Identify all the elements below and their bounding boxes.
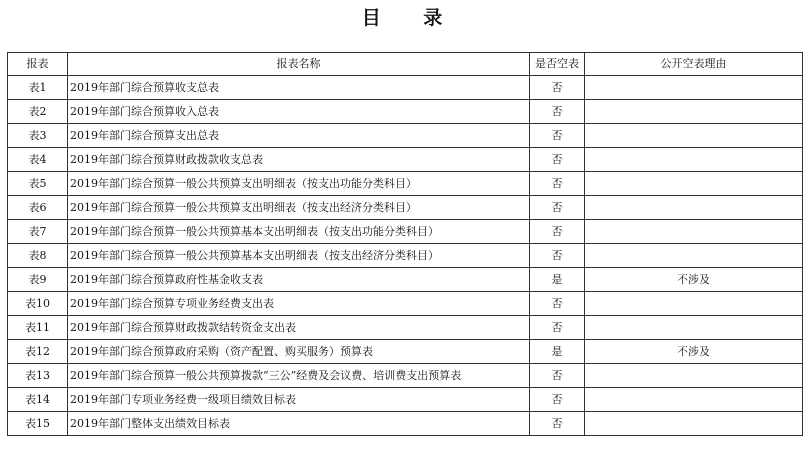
cell-report-name: 2019年部门综合预算财政拨款收支总表 xyxy=(68,148,530,172)
page-title: 目 录 xyxy=(361,7,461,29)
cell-report-no: 表3 xyxy=(8,124,68,148)
cell-report-no: 表12 xyxy=(8,340,68,364)
cell-is-empty: 否 xyxy=(530,196,585,220)
cell-report-name: 2019年部门整体支出绩效目标表 xyxy=(68,412,530,436)
cell-report-name: 2019年部门综合预算一般公共预算基本支出明细表（按支出功能分类科目） xyxy=(68,220,530,244)
cell-report-name: 2019年部门综合预算一般公共预算支出明细表（按支出功能分类科目） xyxy=(68,172,530,196)
table-row xyxy=(8,220,803,244)
cell-is-empty: 否 xyxy=(530,244,585,268)
cell-report-name: 2019年部门综合预算政府采购（资产配置、购买服务）预算表 xyxy=(68,340,530,364)
cell-report-name: 2019年部门综合预算专项业务经费支出表 xyxy=(68,292,530,316)
cell-empty-reason xyxy=(585,412,803,436)
cell-is-empty: 否 xyxy=(530,388,585,412)
table-row xyxy=(8,412,803,436)
cell-is-empty: 否 xyxy=(530,148,585,172)
table-row xyxy=(8,124,803,148)
header-report-no: 报表 xyxy=(8,53,68,76)
cell-is-empty: 是 xyxy=(530,340,585,364)
cell-empty-reason xyxy=(585,316,803,340)
header-empty-reason: 公开空表理由 xyxy=(585,53,803,76)
cell-report-no: 表9 xyxy=(8,268,68,292)
cell-empty-reason xyxy=(585,76,803,100)
cell-report-no: 表4 xyxy=(8,148,68,172)
cell-empty-reason xyxy=(585,292,803,316)
cell-report-no: 表10 xyxy=(8,292,68,316)
cell-report-no: 表8 xyxy=(8,244,68,268)
cell-report-name: 2019年部门综合预算收入总表 xyxy=(68,100,530,124)
cell-report-no: 表1 xyxy=(8,76,68,100)
cell-is-empty: 否 xyxy=(530,124,585,148)
cell-report-no: 表5 xyxy=(8,172,68,196)
header-row xyxy=(8,53,803,76)
table-row xyxy=(8,76,803,100)
cell-report-no: 表14 xyxy=(8,388,68,412)
cell-empty-reason: 不涉及 xyxy=(585,268,803,292)
cell-empty-reason: 不涉及 xyxy=(585,340,803,364)
cell-is-empty: 否 xyxy=(530,76,585,100)
cell-report-name: 2019年部门专项业务经费一级项目绩效目标表 xyxy=(68,388,530,412)
cell-report-name: 2019年部门综合预算政府性基金收支表 xyxy=(68,268,530,292)
table-body xyxy=(8,76,803,436)
cell-report-name: 2019年部门综合预算一般公共预算基本支出明细表（按支出经济分类科目） xyxy=(68,244,530,268)
cell-report-no: 表2 xyxy=(8,100,68,124)
header-report-name: 报表名称 xyxy=(68,53,530,76)
table-row xyxy=(8,244,803,268)
cell-empty-reason xyxy=(585,364,803,388)
table-row xyxy=(8,172,803,196)
table-row xyxy=(8,340,803,364)
cell-is-empty: 是 xyxy=(530,268,585,292)
cell-report-name: 2019年部门综合预算支出总表 xyxy=(68,124,530,148)
cell-report-name: 2019年部门综合预算一般公共预算拨款“三公”经费及会议费、培训费支出预算表 xyxy=(68,364,530,388)
table-row xyxy=(8,100,803,124)
cell-is-empty: 否 xyxy=(530,220,585,244)
cell-report-no: 表13 xyxy=(8,364,68,388)
cell-empty-reason xyxy=(585,100,803,124)
cell-empty-reason xyxy=(585,148,803,172)
cell-is-empty: 否 xyxy=(530,292,585,316)
cell-report-no: 表6 xyxy=(8,196,68,220)
cell-report-no: 表15 xyxy=(8,412,68,436)
table-row xyxy=(8,388,803,412)
cell-report-no: 表7 xyxy=(8,220,68,244)
cell-empty-reason xyxy=(585,172,803,196)
table-header xyxy=(8,53,803,76)
table-row xyxy=(8,268,803,292)
cell-empty-reason xyxy=(585,244,803,268)
cell-report-name: 2019年部门综合预算财政拨款结转资金支出表 xyxy=(68,316,530,340)
table-row xyxy=(8,364,803,388)
cell-empty-reason xyxy=(585,388,803,412)
table-row xyxy=(8,292,803,316)
table-row xyxy=(8,196,803,220)
cell-report-no: 表11 xyxy=(8,316,68,340)
cell-is-empty: 否 xyxy=(530,100,585,124)
cell-empty-reason xyxy=(585,124,803,148)
cell-report-name: 2019年部门综合预算一般公共预算支出明细表（按支出经济分类科目） xyxy=(68,196,530,220)
cell-is-empty: 否 xyxy=(530,316,585,340)
table-row xyxy=(8,316,803,340)
cell-empty-reason xyxy=(585,196,803,220)
header-is-empty: 是否空表 xyxy=(530,53,585,76)
table-row xyxy=(8,148,803,172)
cell-empty-reason xyxy=(585,220,803,244)
cell-is-empty: 否 xyxy=(530,172,585,196)
cell-is-empty: 否 xyxy=(530,412,585,436)
report-index-table xyxy=(7,52,803,436)
cell-report-name: 2019年部门综合预算收支总表 xyxy=(68,76,530,100)
cell-is-empty: 否 xyxy=(530,364,585,388)
